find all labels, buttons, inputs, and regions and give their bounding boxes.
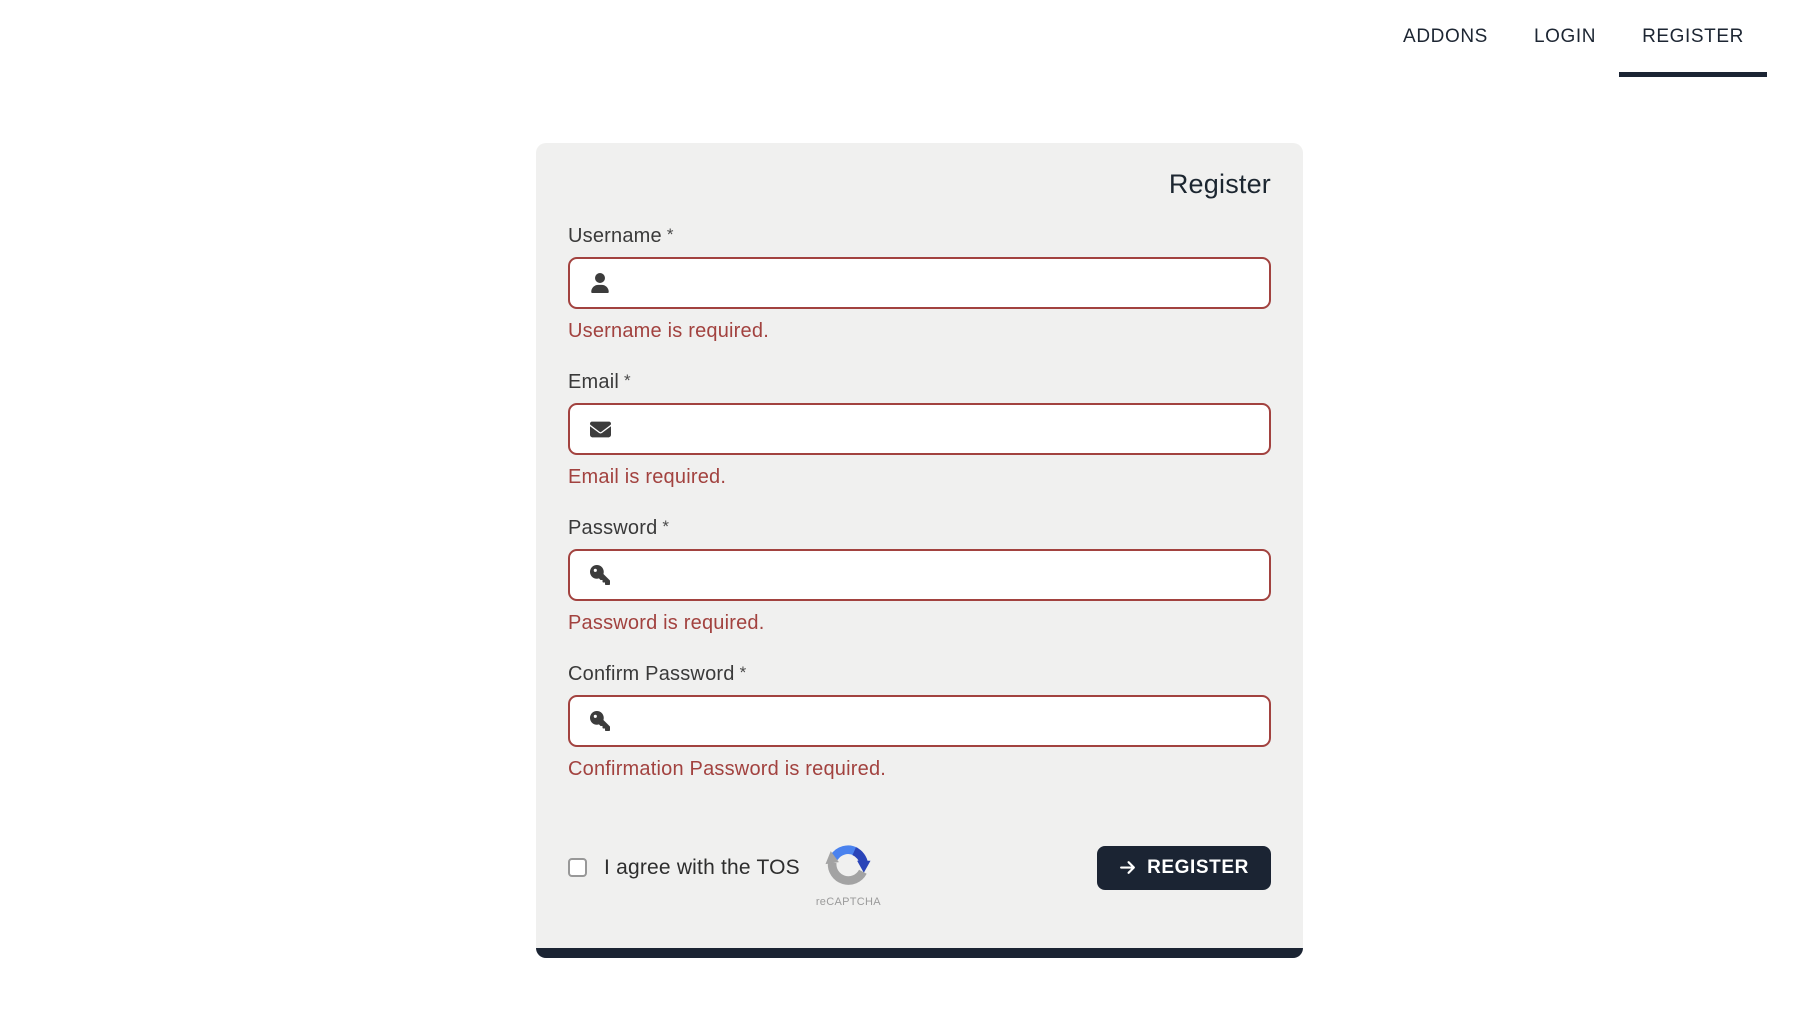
register-button-label: REGISTER: [1147, 856, 1249, 878]
password-input-wrap: [568, 549, 1271, 601]
required-asterisk: *: [662, 517, 670, 536]
confirm-password-input[interactable]: [568, 695, 1271, 747]
tos-checkbox[interactable]: [568, 858, 587, 877]
email-error: Email is required.: [568, 466, 727, 488]
tos-label[interactable]: I agree with the TOS: [604, 855, 800, 879]
username-field-group: [568, 225, 1271, 343]
nav-item-register[interactable]: REGISTER: [1619, 0, 1767, 77]
register-button[interactable]: [1097, 846, 1271, 890]
confirm-password-field-group: [568, 663, 1271, 781]
email-input[interactable]: [568, 403, 1271, 455]
confirm-password-input-wrap: [568, 695, 1271, 747]
email-label-text: Email: [568, 371, 620, 393]
form-actions-row: [568, 827, 1271, 908]
email-input-wrap: [568, 403, 1271, 455]
password-input[interactable]: [568, 549, 1271, 601]
username-input-wrap: [568, 257, 1271, 309]
password-error: Password is required.: [568, 612, 765, 634]
register-card: [536, 143, 1303, 958]
confirm-password-error: Confirmation Password is required.: [568, 758, 887, 780]
required-asterisk: *: [624, 371, 631, 390]
confirm-password-label-text: Confirm Password: [568, 663, 735, 685]
nav-item-addons[interactable]: ADDONS: [1403, 26, 1488, 47]
recaptcha-label: reCAPTCHA: [815, 896, 881, 908]
email-field-group: [568, 371, 1271, 489]
username-label-text: Username: [568, 225, 662, 247]
password-label-text: Password: [568, 517, 658, 539]
page-title: Register: [1168, 169, 1271, 199]
username-error: Username is required.: [568, 320, 769, 342]
username-label: [568, 225, 1271, 248]
password-field-group: [568, 517, 1271, 635]
required-asterisk: *: [666, 225, 674, 244]
recaptcha-badge: [816, 843, 881, 908]
email-label: [568, 371, 1271, 394]
username-input[interactable]: [568, 257, 1271, 309]
tos-group: [568, 827, 881, 908]
recaptcha-icon: [825, 843, 871, 894]
arrow-right-icon: [1119, 859, 1136, 876]
confirm-password-label: [568, 663, 1271, 686]
nav-item-login[interactable]: LOGIN: [1533, 26, 1597, 47]
top-navigation: [1380, 0, 1767, 77]
password-label: [568, 517, 1271, 540]
required-asterisk: *: [739, 663, 747, 682]
